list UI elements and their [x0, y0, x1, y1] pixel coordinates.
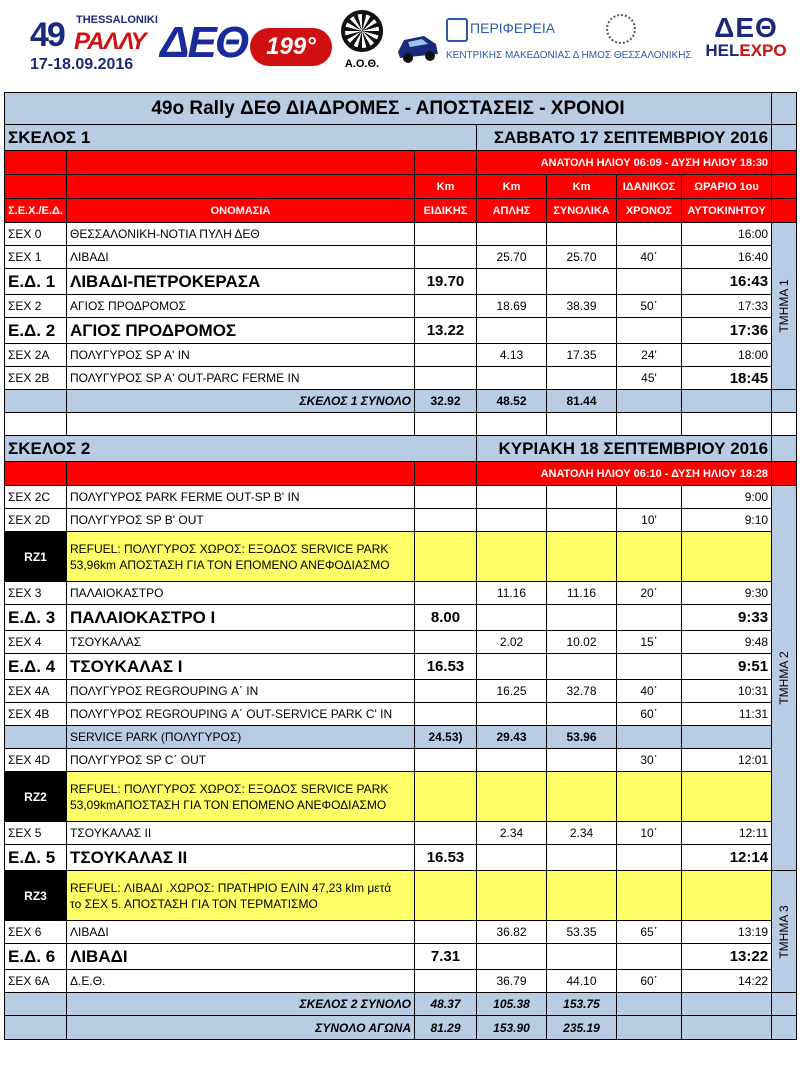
row-code: ΣΕΧ 2Β	[5, 367, 67, 390]
time-control-row	[5, 680, 797, 703]
row-ideal-time: 24'	[617, 344, 682, 367]
row-km-plain: 2.34	[477, 822, 547, 845]
row-schedule: 17:36	[682, 318, 772, 344]
row-ideal-time: 60΄	[617, 970, 682, 993]
refuel-line-1: REFUEL: ΛΙΒΑΔΙ .ΧΩΡΟΣ: ΠΡΑΤΗΡΙΟ ΕΛΙΝ 47,23 klm μετά	[70, 880, 392, 895]
row-km-total	[547, 845, 617, 871]
row-ideal-time	[617, 269, 682, 295]
header-km-total: Km	[547, 175, 617, 199]
time-control-row	[5, 295, 797, 318]
refuel-text	[67, 532, 415, 582]
row-name: ΠΑΛΑΙΟΚΑΣΤΡΟ	[67, 582, 415, 605]
service-park-label: SERVICE PARK (ΠΟΛΥΓΥΡΟΣ)	[67, 726, 415, 749]
row-km-total	[547, 486, 617, 509]
row-km-special	[415, 344, 477, 367]
municipality-emblem-icon	[606, 14, 636, 44]
row-code: Ε.Δ. 1	[5, 269, 67, 295]
row-code: ΣΕΧ 2D	[5, 509, 67, 532]
row-ideal-time	[617, 486, 682, 509]
row-ideal-time	[617, 944, 682, 970]
anniversary-logo: 199°	[250, 28, 332, 66]
header-ideal: ΙΔΑΝΙΚΟΣ	[617, 175, 682, 199]
row-code: ΣΕΧ 4Β	[5, 703, 67, 726]
row-km-total: 44.10	[547, 970, 617, 993]
refuel-row	[5, 772, 797, 822]
helexpo-logo	[698, 14, 794, 60]
refuel-text	[67, 871, 415, 921]
row-code: ΣΕΧ 2C	[5, 486, 67, 509]
leg2-total-sum: 153.75	[547, 993, 617, 1016]
helexpo-deth: ΔΕΘ	[714, 12, 778, 43]
header-car: ΑΥΤΟΚΙΝΗΤΟΥ	[682, 199, 772, 223]
row-km-plain: 36.82	[477, 921, 547, 944]
row-name: ΤΣΟΥΚΑΛΑΣ ΙΙ	[67, 822, 415, 845]
row-schedule: 12:01	[682, 749, 772, 772]
row-km-special	[415, 246, 477, 269]
row-km-total	[547, 269, 617, 295]
time-control-row	[5, 749, 797, 772]
row-name: ΠΟΛΥΓΥΡΟΣ PARK FERME OUT-SP B' IN	[67, 486, 415, 509]
row-name: ΠΟΛΥΓΥΡΟΣ SP A' IN	[67, 344, 415, 367]
row-km-plain	[477, 223, 547, 246]
time-control-row	[5, 970, 797, 993]
leg1-sun-times: ΑΝΑΤΟΛΗ ΗΛΙΟΥ 06:09 - ΔΥΣΗ ΗΛΙΟΥ 18:30	[477, 151, 772, 175]
leg1-total-sum: 81.44	[547, 390, 617, 413]
header-km-special: Km	[415, 175, 477, 199]
refuel-row	[5, 871, 797, 921]
row-ideal-time: 10'	[617, 509, 682, 532]
service-km-plain: 29.43	[477, 726, 547, 749]
row-km-plain	[477, 486, 547, 509]
row-code: ΣΕΧ 4D	[5, 749, 67, 772]
row-km-plain	[477, 318, 547, 344]
special-stage-row	[5, 605, 797, 631]
row-code: ΣΕΧ 6	[5, 921, 67, 944]
time-control-row	[5, 921, 797, 944]
row-km-total	[547, 703, 617, 726]
row-name: ΠΟΛΥΓΥΡΟΣ REGROUPING Α΄ OUT-SERVICE PARK C' IN	[67, 703, 415, 726]
row-km-plain: 25.70	[477, 246, 547, 269]
row-ideal-time: 50΄	[617, 295, 682, 318]
row-km-total: 53.35	[547, 921, 617, 944]
row-km-special	[415, 921, 477, 944]
header-special: ΕΙΔΙΚΗΣ	[415, 199, 477, 223]
row-name: ΠΑΛΑΙΟΚΑΣΤΡΟ Ι	[67, 605, 415, 631]
leg2-sun-times: ΑΝΑΤΟΛΗ ΗΛΙΟΥ 06:10 - ΔΥΣΗ ΗΛΙΟΥ 18:28	[477, 462, 772, 486]
row-schedule: 14:22	[682, 970, 772, 993]
row-schedule: 9:48	[682, 631, 772, 654]
row-code: Ε.Δ. 4	[5, 654, 67, 680]
row-km-plain	[477, 749, 547, 772]
region-subtitle: ΚΕΝΤΡΙΚΗΣ ΜΑΚΕΔΟΝΙΑΣ Δ ΗΜΟΣ ΘΕΣΣΑΛΟΝΙΚΗΣ	[446, 50, 692, 61]
row-code: ΣΕΧ 1	[5, 246, 67, 269]
leg2-rows	[5, 486, 797, 993]
rally-49-logo	[30, 14, 160, 74]
row-schedule: 9:00	[682, 486, 772, 509]
leg2-name: ΣΚΕΛΟΣ 2	[5, 436, 477, 462]
row-km-special	[415, 680, 477, 703]
row-ideal-time: 40΄	[617, 680, 682, 703]
row-schedule: 9:10	[682, 509, 772, 532]
row-name: ΠΟΛΥΓΥΡΟΣ SP C΄ OUT	[67, 749, 415, 772]
row-km-special	[415, 631, 477, 654]
rally-car-logo	[394, 14, 442, 70]
wheel-icon	[341, 10, 383, 52]
row-km-special	[415, 822, 477, 845]
row-name: ΠΟΛΥΓΥΡΟΣ SP B' OUT	[67, 509, 415, 532]
row-code: Ε.Δ. 2	[5, 318, 67, 344]
row-km-special: 7.31	[415, 944, 477, 970]
leg2-total-special: 48.37	[415, 993, 477, 1016]
row-km-plain	[477, 944, 547, 970]
row-km-plain: 18.69	[477, 295, 547, 318]
row-km-total: 2.34	[547, 822, 617, 845]
row-km-special	[415, 582, 477, 605]
row-ideal-time: 15΄	[617, 631, 682, 654]
row-km-special	[415, 509, 477, 532]
row-name: ΛΙΒΑΔΙ-ΠΕΤΡΟΚΕΡΑΣΑ	[67, 269, 415, 295]
header-km-plain: Km	[477, 175, 547, 199]
leg1-total-plain: 48.52	[477, 390, 547, 413]
leg2-date: ΚΥΡΙΑΚΗ 18 ΣΕΠΤΕΜΒΡΙΟΥ 2016	[477, 436, 772, 462]
row-name: ΠΟΛΥΓΥΡΟΣ SP A' OUT-PARC FERME IN	[67, 367, 415, 390]
refuel-code: RZ3	[5, 871, 67, 921]
refuel-text	[67, 772, 415, 822]
time-control-row	[5, 223, 797, 246]
row-km-plain: 11.16	[477, 582, 547, 605]
rally-city: THESSALONIKI	[76, 14, 158, 26]
row-code: ΣΕΧ 4Α	[5, 680, 67, 703]
aoth-logo	[336, 10, 388, 70]
deth-logo: ΔΕΘ	[160, 18, 248, 67]
row-km-total	[547, 509, 617, 532]
refuel-code: RZ2	[5, 772, 67, 822]
row-km-plain	[477, 654, 547, 680]
row-schedule: 13:19	[682, 921, 772, 944]
helexpo-hel: HEL	[705, 41, 740, 60]
section-label-cell	[772, 871, 797, 993]
row-ideal-time	[617, 605, 682, 631]
row-km-special: 8.00	[415, 605, 477, 631]
section-label: ΤΜΗΜΑ 2	[777, 651, 792, 705]
rally-number: 49	[30, 16, 64, 54]
row-name: ΑΓΙΟΣ ΠΡΟΔΡΟΜΟΣ	[67, 318, 415, 344]
row-km-total: 25.70	[547, 246, 617, 269]
row-name: ΠΟΛΥΓΥΡΟΣ REGROUPING Α΄ IN	[67, 680, 415, 703]
time-control-row	[5, 703, 797, 726]
row-schedule: 11:31	[682, 703, 772, 726]
row-code: ΣΕΧ 2	[5, 295, 67, 318]
row-schedule: 9:30	[682, 582, 772, 605]
row-km-total	[547, 605, 617, 631]
row-schedule: 13:22	[682, 944, 772, 970]
special-stage-row	[5, 318, 797, 344]
header-name: ΟΝΟΜΑΣΙΑ	[67, 199, 415, 223]
section-label: ΤΜΗΜΑ 3	[777, 904, 792, 959]
grand-total-special: 81.29	[415, 1016, 477, 1040]
row-name: ΑΓΙΟΣ ΠΡΟΔΡΟΜΟΣ	[67, 295, 415, 318]
row-km-total	[547, 749, 617, 772]
row-km-special	[415, 486, 477, 509]
row-ideal-time: 10΄	[617, 822, 682, 845]
row-code: ΣΕΧ 5	[5, 822, 67, 845]
row-km-plain: 4.13	[477, 344, 547, 367]
aoth-label: Α.Ο.Θ.	[344, 58, 380, 70]
special-stage-row	[5, 269, 797, 295]
row-ideal-time	[617, 223, 682, 246]
row-name: ΤΣΟΥΚΑΛΑΣ ΙΙ	[67, 845, 415, 871]
time-control-row	[5, 486, 797, 509]
row-ideal-time: 20΄	[617, 582, 682, 605]
row-code: ΣΕΧ 0	[5, 223, 67, 246]
leg1-date: ΣΑΒΒΑΤΟ 17 ΣΕΠΤΕΜΒΡΙΟΥ 2016	[477, 125, 772, 151]
section-label-cell	[772, 486, 797, 871]
row-ideal-time	[617, 654, 682, 680]
leg1-total-special: 32.92	[415, 390, 477, 413]
row-ideal-time: 40΄	[617, 246, 682, 269]
helexpo-word	[698, 42, 794, 60]
row-ideal-time	[617, 318, 682, 344]
row-code: Ε.Δ. 5	[5, 845, 67, 871]
row-name: ΛΙΒΑΔΙ	[67, 944, 415, 970]
row-schedule: 12:11	[682, 822, 772, 845]
service-park-row	[5, 726, 797, 749]
row-name: ΤΣΟΥΚΑΛΑΣ	[67, 631, 415, 654]
header-time: ΧΡΟΝΟΣ	[617, 199, 682, 223]
header-code: Σ.Ε.Χ./Ε.Δ.	[5, 199, 67, 223]
row-km-plain: 2.02	[477, 631, 547, 654]
row-schedule: 16:40	[682, 246, 772, 269]
row-km-plain	[477, 269, 547, 295]
row-schedule: 12:14	[682, 845, 772, 871]
grand-total-sum: 235.19	[547, 1016, 617, 1040]
refuel-line-2: το ΣΕΧ 5. ΑΠΟΣΤΑΣΗ ΓΙΑ ΤΟΝ ΤΕΡΜΑΤΙΣΜΟ	[70, 896, 318, 911]
row-code: ΣΕΧ 4	[5, 631, 67, 654]
time-control-row	[5, 344, 797, 367]
row-km-plain	[477, 845, 547, 871]
row-km-special: 16.53	[415, 845, 477, 871]
row-km-plain	[477, 509, 547, 532]
row-code: ΣΕΧ 3	[5, 582, 67, 605]
row-code: Ε.Δ. 6	[5, 944, 67, 970]
header-total: ΣΥΝΟΛΙΚΑ	[547, 199, 617, 223]
time-control-row	[5, 246, 797, 269]
row-schedule: 10:31	[682, 680, 772, 703]
rally-car-icon	[394, 14, 442, 70]
grand-total-label: ΣΥΝΟΛΟ ΑΓΩΝΑ	[67, 1016, 415, 1040]
row-code: ΣΕΧ 2Α	[5, 344, 67, 367]
row-name: ΛΙΒΑΔΙ	[67, 921, 415, 944]
rally-dates: 17-18.09.2016	[30, 56, 134, 73]
itinerary-table	[4, 92, 797, 1040]
row-km-special	[415, 970, 477, 993]
helexpo-expo: EXPO	[739, 41, 787, 60]
row-km-special: 16.53	[415, 654, 477, 680]
row-km-special	[415, 223, 477, 246]
leg1-total-label: ΣΚΕΛΟΣ 1 ΣΥΝΟΛΟ	[67, 390, 415, 413]
service-km-special: 24.53)	[415, 726, 477, 749]
row-km-total: 10.02	[547, 631, 617, 654]
time-control-row	[5, 582, 797, 605]
row-km-total: 17.35	[547, 344, 617, 367]
row-km-plain: 16.25	[477, 680, 547, 703]
row-name: Δ.Ε.Θ.	[67, 970, 415, 993]
row-km-special: 19.70	[415, 269, 477, 295]
row-km-plain: 36.79	[477, 970, 547, 993]
refuel-line-2: 53,09kmΑΠΟΣΤΑΣΗ ΓΙΑ ΤΟΝ ΕΠΟΜΕΝΟ ΑΝΕΦΟΔΙΑΣΜΟ	[70, 797, 387, 812]
row-km-special: 13.22	[415, 318, 477, 344]
row-km-total	[547, 367, 617, 390]
region-emblem-icon	[446, 18, 468, 42]
row-km-total: 32.78	[547, 680, 617, 703]
section-label: ΤΜΗΜΑ 1	[777, 279, 792, 333]
row-schedule: 16:43	[682, 269, 772, 295]
section-label-cell	[772, 223, 797, 390]
time-control-row	[5, 631, 797, 654]
special-stage-row	[5, 944, 797, 970]
row-km-total: 11.16	[547, 582, 617, 605]
row-name: ΛΙΒΑΔΙ	[67, 246, 415, 269]
row-km-special	[415, 703, 477, 726]
header-plain: ΑΠΛΗΣ	[477, 199, 547, 223]
leg1-rows	[5, 223, 797, 390]
row-name: ΘΕΣΣΑΛΟΝΙΚΗ-ΝΟΤΙΑ ΠΥΛΗ ΔΕΘ	[67, 223, 415, 246]
row-code: Ε.Δ. 3	[5, 605, 67, 631]
time-control-row	[5, 822, 797, 845]
refuel-line-1: REFUEL: ΠΟΛΥΓΥΡΟΣ ΧΩΡΟΣ: ΕΞΟΔΟΣ SERVICE PARK	[70, 781, 389, 796]
row-ideal-time: 60΄	[617, 703, 682, 726]
rally-word: ΡΑΛΛΥ	[74, 28, 146, 55]
row-km-special	[415, 367, 477, 390]
row-km-total	[547, 944, 617, 970]
row-schedule: 18:45	[682, 367, 772, 390]
row-schedule: 18:00	[682, 344, 772, 367]
row-ideal-time: 45'	[617, 367, 682, 390]
row-km-plain	[477, 367, 547, 390]
row-ideal-time: 30΄	[617, 749, 682, 772]
leg1-name: ΣΚΕΛΟΣ 1	[5, 125, 477, 151]
row-km-plain	[477, 605, 547, 631]
special-stage-row	[5, 845, 797, 871]
row-km-total	[547, 223, 617, 246]
refuel-line-2: 53,96km ΑΠΟΣΤΑΣΗ ΓΙΑ ΤΟΝ ΕΠΟΜΕΝΟ ΑΝΕΦΟΔΙΑΣΜΟ	[70, 557, 390, 572]
row-schedule: 9:51	[682, 654, 772, 680]
row-ideal-time	[617, 845, 682, 871]
refuel-line-1: REFUEL: ΠΟΛΥΓΥΡΟΣ ΧΩΡΟΣ: ΕΞΟΔΟΣ SERVICE PARK	[70, 541, 389, 556]
header-logos	[0, 0, 800, 88]
row-km-total	[547, 654, 617, 680]
row-km-plain	[477, 703, 547, 726]
refuel-code: RZ1	[5, 532, 67, 582]
time-control-row	[5, 509, 797, 532]
page-title: 49o Rally ΔΕΘ ΔΙΑΔΡΟΜΕΣ - ΑΠΟΣΤΑΣΕΙΣ - ΧΡΟΝΟΙ	[5, 93, 772, 125]
row-schedule: 17:33	[682, 295, 772, 318]
leg2-total-plain: 105.38	[477, 993, 547, 1016]
leg2-total-label: ΣΚΕΛΟΣ 2 ΣΥΝΟΛΟ	[67, 993, 415, 1016]
row-schedule: 9:33	[682, 605, 772, 631]
row-name: ΤΣΟΥΚΑΛΑΣ Ι	[67, 654, 415, 680]
row-km-total	[547, 318, 617, 344]
row-km-special	[415, 295, 477, 318]
row-km-total: 38.39	[547, 295, 617, 318]
region-title: ΠΕΡΙΦΕΡΕΙΑ	[470, 20, 556, 36]
grand-total-plain: 153.90	[477, 1016, 547, 1040]
row-ideal-time: 65΄	[617, 921, 682, 944]
header-schedule: ΩΡΑΡΙΟ 1ου	[682, 175, 772, 199]
row-schedule: 16:00	[682, 223, 772, 246]
row-code: ΣΕΧ 6Α	[5, 970, 67, 993]
service-km-total: 53.96	[547, 726, 617, 749]
itinerary-sheet	[4, 92, 796, 1070]
row-km-special	[415, 749, 477, 772]
special-stage-row	[5, 654, 797, 680]
refuel-row	[5, 532, 797, 582]
region-logo	[446, 14, 692, 70]
time-control-row	[5, 367, 797, 390]
